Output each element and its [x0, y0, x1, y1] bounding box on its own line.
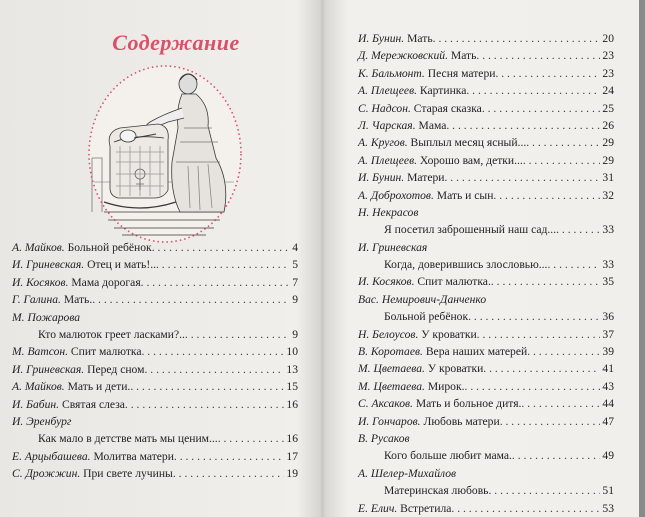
toc-page-number: 32 [602, 188, 614, 202]
toc-entry-row [358, 82, 614, 99]
toc-entry [358, 47, 614, 64]
toc-page-number: 23 [602, 66, 614, 80]
toc-leader-dots [445, 169, 601, 186]
toc-leader-dots [142, 343, 285, 360]
toc-title: У кроватки [427, 362, 484, 376]
toc-entry-row [358, 152, 614, 169]
toc-leader-dots [491, 273, 601, 290]
toc-title: Любовь матери [423, 414, 500, 428]
toc-entry [358, 187, 614, 204]
toc-author: И. Бунин. [358, 171, 405, 185]
toc-leader-dots [556, 221, 600, 238]
toc-author: М. Пожарова [12, 310, 81, 324]
toc-leader-dots [433, 30, 601, 47]
toc-page-number: 10 [286, 345, 298, 359]
toc-author: М. Ватсон. [12, 345, 69, 359]
toc-entry-row [358, 447, 614, 464]
toc-author: А. Кругов. [358, 136, 408, 150]
toc-entry-row [358, 430, 614, 447]
toc-entry-row [358, 47, 614, 64]
toc-entry [358, 413, 614, 430]
toc-entry-row [358, 378, 614, 395]
toc-author: Н. Белоусов. [358, 327, 419, 341]
toc-entry-row [12, 378, 298, 395]
toc-page-number: 35 [602, 275, 614, 289]
toc-leader-dots [523, 152, 601, 169]
toc-title: Старая сказка [413, 101, 482, 115]
toc-author: С. Дрожжин. [12, 467, 81, 481]
toc-entry-row [358, 169, 614, 186]
toc-entry [358, 343, 614, 360]
toc-page-number: 49 [602, 449, 614, 463]
toc-entry [358, 326, 614, 343]
toc-entry-row [12, 309, 298, 326]
toc-entry [358, 291, 614, 308]
toc-entry [358, 152, 614, 169]
toc-entry [12, 378, 298, 395]
toc-entry-row [358, 65, 614, 82]
toc-page-number: 37 [602, 327, 614, 341]
toc-page-number: 31 [602, 171, 614, 185]
toc-entry [12, 309, 298, 326]
toc-entry [358, 30, 614, 47]
toc-entry-row [358, 308, 614, 325]
toc-entry [358, 204, 614, 221]
toc-leader-dots [468, 308, 600, 325]
toc-leader-dots [446, 117, 600, 134]
toc-title: Мама дорогая [71, 275, 141, 289]
toc-author: Г. Галина. [12, 293, 61, 307]
toc-leader-dots [451, 500, 600, 517]
toc-entry [358, 169, 614, 186]
toc-page-number: 26 [602, 118, 614, 132]
toc-page-number: 16 [286, 432, 298, 446]
toc-entry [358, 447, 614, 464]
toc-page-number: 9 [292, 327, 298, 341]
toc-page-number: 29 [602, 136, 614, 150]
toc-entry-row [358, 273, 614, 290]
toc-author: А. Майков. [12, 241, 65, 254]
toc-leader-dots [130, 378, 284, 395]
toc-entry-row [12, 274, 298, 291]
toc-right [358, 30, 614, 517]
toc-leader-dots [144, 361, 284, 378]
toc-title: Я посетил заброшенный наш сад... [384, 223, 557, 237]
toc-leader-dots [174, 448, 285, 465]
toc-title: Святая слеза [62, 397, 125, 411]
toc-leader-dots [512, 447, 600, 464]
toc-title: Спит малютка [70, 345, 142, 359]
toc-leader-dots [483, 360, 600, 377]
toc-title: Мама [418, 118, 447, 132]
toc-page-number: 33 [602, 223, 614, 237]
toc-title: Кого больше любит мама. [384, 449, 512, 463]
toc-entry [12, 465, 298, 482]
toc-entry [358, 395, 614, 412]
toc-entry [358, 482, 614, 499]
toc-entry [358, 430, 614, 447]
toc-title: Встретила [400, 501, 452, 515]
toc-entry-row [12, 361, 298, 378]
toc-title: Перед сном [87, 362, 145, 376]
toc-entry-row [12, 239, 298, 256]
toc-entry [12, 361, 298, 378]
toc-page-number: 17 [286, 449, 298, 463]
toc-leader-dots [185, 326, 290, 343]
toc-author: Е. Елич. [358, 501, 398, 515]
toc-left [12, 239, 298, 482]
toc-title: Мать и сын [436, 188, 494, 202]
toc-entry-row [358, 500, 614, 517]
toc-author: Л. Чарская. [358, 118, 416, 132]
toc-entry [358, 221, 614, 238]
toc-author: Вас. Немирович-Данченко [358, 292, 487, 306]
toc-entry [12, 239, 298, 256]
mother-cradle-illustration [84, 62, 246, 246]
toc-page-number: 53 [602, 501, 614, 515]
toc-title: Молитва матери [93, 449, 174, 463]
toc-entry [358, 308, 614, 325]
toc-entry [12, 343, 298, 360]
toc-leader-dots [500, 413, 601, 430]
toc-leader-dots [477, 326, 601, 343]
toc-entry [358, 500, 614, 517]
toc-title: Больной ребёнок [67, 241, 152, 254]
toc-entry-row [358, 326, 614, 343]
toc-entry [12, 448, 298, 465]
toc-leader-dots [527, 343, 600, 360]
toc-leader-dots [465, 378, 601, 395]
toc-entry-row [358, 134, 614, 151]
toc-leader-dots [493, 187, 600, 204]
toc-page-number: 16 [286, 397, 298, 411]
toc-page-number: 4 [292, 241, 298, 254]
toc-entry-row [12, 326, 298, 343]
page-edge [639, 0, 645, 517]
toc-title: Отец и мать!.. [87, 258, 156, 272]
toc-leader-dots [92, 291, 290, 308]
toc-entry [12, 256, 298, 273]
toc-entry-row [358, 239, 614, 256]
toc-author: А. Доброхотов. [358, 188, 434, 202]
toc-entry-row [12, 256, 298, 273]
toc-page-number: 24 [602, 84, 614, 98]
toc-page-number: 19 [286, 467, 298, 481]
toc-page-number: 5 [292, 258, 298, 272]
toc-title: Песня матери [427, 66, 496, 80]
toc-author: В. Коротаев. [358, 345, 423, 359]
toc-leader-dots [476, 47, 600, 64]
toc-leader-dots [218, 430, 285, 447]
toc-title: При свете лучины [83, 467, 173, 481]
toc-title: Матери [407, 171, 445, 185]
toc-entry-row [358, 291, 614, 308]
toc-author: Е. Арцыбашева. [12, 449, 91, 463]
toc-author: К. Бальмонт. [358, 66, 425, 80]
toc-leader-dots [156, 256, 290, 273]
toc-entry-row [358, 482, 614, 499]
toc-entry [12, 430, 298, 447]
toc-title: Мать и больное дитя. [415, 397, 522, 411]
toc-entry-row [358, 204, 614, 221]
toc-entry-row [12, 430, 298, 447]
toc-title: Когда, доверившись злословью... [384, 258, 548, 272]
toc-title: Мать и дети. [67, 380, 131, 394]
toc-author: Д. Мережковский. [358, 49, 448, 63]
toc-author: И. Бунин. [358, 32, 405, 45]
toc-author: И. Косяков. [12, 275, 69, 289]
toc-title: Как мало в детстве мать мы ценим... [38, 432, 218, 446]
toc-leader-dots [141, 274, 291, 291]
toc-entry-row [358, 395, 614, 412]
toc-entry-row [12, 343, 298, 360]
toc-entry [12, 274, 298, 291]
toc-entry [358, 360, 614, 377]
toc-author: И. Гриневская. [12, 258, 85, 272]
toc-entry [12, 413, 298, 430]
toc-entry [358, 100, 614, 117]
toc-title: Картинка [419, 84, 467, 98]
toc-author: С. Надсон. [358, 101, 411, 115]
toc-author: Н. Некрасов [358, 205, 419, 219]
toc-page-number: 15 [286, 380, 298, 394]
toc-author: С. Аксаков. [358, 397, 413, 411]
toc-title: Больной ребёнок [384, 310, 469, 324]
toc-title: Спит малютка. [417, 275, 491, 289]
toc-entry [358, 134, 614, 151]
toc-title: Выплыл месяц ясный... [410, 136, 527, 150]
page-title: Содержание [112, 30, 240, 55]
toc-leader-dots [466, 82, 600, 99]
toc-page-number: 33 [602, 258, 614, 272]
toc-leader-dots [495, 65, 600, 82]
toc-title: Мать [407, 32, 433, 45]
toc-leader-dots [482, 100, 601, 117]
toc-entry [12, 396, 298, 413]
toc-author: И. Гриневская. [12, 362, 85, 376]
toc-title: Вера наших матерей [425, 345, 528, 359]
toc-entry-row [358, 360, 614, 377]
toc-page-number: 23 [602, 49, 614, 63]
toc-entry-row [12, 291, 298, 308]
toc-title: Мать. [63, 293, 93, 307]
toc-entry [12, 326, 298, 343]
toc-leader-dots [526, 134, 600, 151]
toc-entry-row [358, 100, 614, 117]
toc-entry-row [12, 448, 298, 465]
toc-leader-dots [173, 465, 285, 482]
toc-entry-row [358, 413, 614, 430]
toc-page-number: 7 [292, 275, 298, 289]
toc-page-number: 41 [602, 362, 614, 376]
toc-title: Мать [450, 49, 477, 63]
toc-entry [358, 273, 614, 290]
toc-leader-dots [547, 256, 600, 273]
toc-page-number: 25 [602, 101, 614, 115]
toc-page-number: 51 [602, 484, 614, 498]
toc-entry-row [358, 30, 614, 47]
toc-author: И. Косяков. [358, 275, 415, 289]
toc-entry-row [358, 256, 614, 273]
toc-entry-row [358, 343, 614, 360]
toc-entry-row [358, 117, 614, 134]
toc-author: В. Русаков [358, 431, 410, 445]
toc-page-number: 39 [602, 345, 614, 359]
toc-page-number: 20 [602, 32, 614, 45]
toc-page-number: 44 [602, 397, 614, 411]
toc-entry [358, 378, 614, 395]
toc-title: Кто малюток греет ласками?.. [38, 327, 185, 341]
toc-page-number: 36 [602, 310, 614, 324]
toc-entry [358, 465, 614, 482]
toc-author: А. Плещеев. [358, 153, 418, 167]
toc-leader-dots [152, 239, 291, 256]
toc-author: И. Бабин. [12, 397, 60, 411]
toc-title: Хорошо вам, детки... [419, 153, 523, 167]
toc-entry-row [12, 413, 298, 430]
toc-entry-row [12, 465, 298, 482]
toc-entry-row [358, 187, 614, 204]
toc-title: Мирок. [427, 379, 465, 393]
toc-author: И. Гриневская [358, 240, 428, 254]
toc-entry [358, 65, 614, 82]
toc-author: М. Цветаева. [358, 379, 425, 393]
toc-entry-row [358, 221, 614, 238]
toc-entry [358, 117, 614, 134]
toc-page-number: 29 [602, 153, 614, 167]
toc-leader-dots [521, 395, 600, 412]
toc-author: А. Майков. [12, 380, 65, 394]
toc-page-number: 13 [286, 362, 298, 376]
toc-entry [358, 239, 614, 256]
toc-page-number: 47 [602, 414, 614, 428]
toc-author: И. Эренбург [12, 414, 72, 428]
toc-leader-dots [488, 482, 600, 499]
toc-title: У кроватки [421, 327, 477, 341]
toc-entry [358, 256, 614, 273]
toc-page-number: 43 [602, 379, 614, 393]
toc-page-number: 9 [292, 293, 298, 307]
toc-author: М. Цветаева. [358, 362, 425, 376]
toc-entry [358, 82, 614, 99]
toc-author: А. Шелер-Михайлов [358, 466, 457, 480]
toc-author: И. Гончаров. [358, 414, 421, 428]
toc-author: А. Плещеев. [358, 84, 418, 98]
toc-title: Материнская любовь [384, 484, 489, 498]
toc-entry-row [12, 396, 298, 413]
toc-entry-row [358, 465, 614, 482]
toc-leader-dots [125, 396, 284, 413]
toc-entry [12, 291, 298, 308]
